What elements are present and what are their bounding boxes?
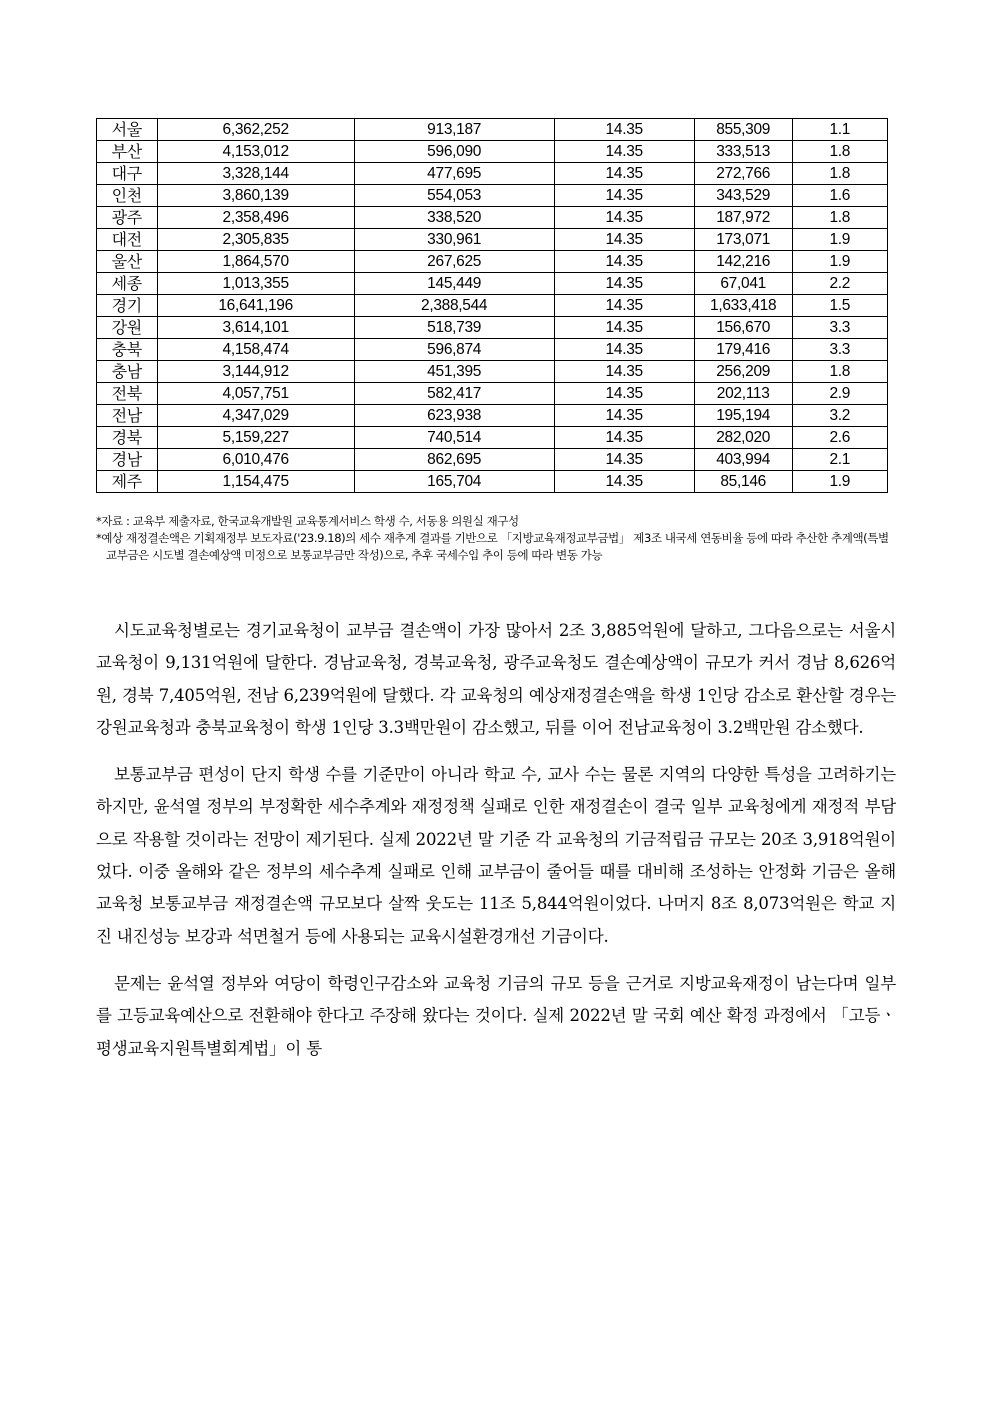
region-cell: 경북	[97, 427, 158, 449]
column-4-cell: 272,766	[694, 163, 792, 185]
column-4-cell: 282,020	[694, 427, 792, 449]
table-row	[97, 317, 888, 339]
region-cell: 전남	[97, 405, 158, 427]
column-4-cell: 403,994	[694, 449, 792, 471]
table-row	[97, 119, 888, 141]
column-3-cell: 14.35	[554, 119, 694, 141]
column-4-cell: 142,216	[694, 251, 792, 273]
student-count-cell: 4,158,474	[157, 339, 354, 361]
column-5-cell: 3.3	[792, 339, 887, 361]
table-row	[97, 141, 888, 163]
region-cell: 세종	[97, 273, 158, 295]
student-count-cell: 3,614,101	[157, 317, 354, 339]
paragraph: 시도교육청별로는 경기교육청이 교부금 결손액이 가장 많아서 2조 3,885억원에 달하고, 그다음으로는 서울시 교육청이 9,131억원에 달한다. 경남교육청, 경북교육청, 광주교육청도 결손예상액이 규모가 커서 경남 8,626억원, 경북 7,405억원, 전남 6,239억원에 달했다. 각 교육청의 예상재정결손액을 학생 1인당 감소로 환산할 경우는 강원교육청과 충북교육청이 학생 1인당 3.3백만원이 감소했고, 뒤를 이어 전남교육청이 3.2백만원 감소했다.	[96, 621, 896, 737]
column-2-cell: 2,388,544	[354, 295, 554, 317]
table-body	[97, 119, 888, 493]
column-4-cell: 195,194	[694, 405, 792, 427]
column-2-cell: 330,961	[354, 229, 554, 251]
column-5-cell: 1.8	[792, 163, 887, 185]
student-count-cell: 2,358,496	[157, 207, 354, 229]
column-3-cell: 14.35	[554, 251, 694, 273]
column-3-cell: 14.35	[554, 317, 694, 339]
source-note: *자료 : 교육부 제출자료, 한국교육개발원 교육통계서비스 학생 수, 서동용 의원실 재구성	[96, 514, 519, 528]
column-2-cell: 623,938	[354, 405, 554, 427]
column-5-cell: 1.8	[792, 207, 887, 229]
column-4-cell: 187,972	[694, 207, 792, 229]
column-5-cell: 1.6	[792, 185, 887, 207]
student-count-cell: 3,144,912	[157, 361, 354, 383]
column-5-cell: 1.9	[792, 251, 887, 273]
table-row	[97, 471, 888, 493]
column-5-cell: 1.8	[792, 141, 887, 163]
region-cell: 울산	[97, 251, 158, 273]
table-row	[97, 361, 888, 383]
column-3-cell: 14.35	[554, 471, 694, 493]
column-5-cell: 1.5	[792, 295, 887, 317]
column-2-cell: 477,695	[354, 163, 554, 185]
column-4-cell: 202,113	[694, 383, 792, 405]
student-count-cell: 6,010,476	[157, 449, 354, 471]
paragraph: 보통교부금 편성이 단지 학생 수를 기준만이 아니라 학교 수, 교사 수는 물론 지역의 다양한 특성을 고려하기는 하지만, 윤석열 정부의 부정확한 세수추계와 재정정책 실패로 인한 재정결손이 결국 일부 교육청에게 재정적 부담으로 작용할 것이라는 전망이 제기된다. 실제 2022년 말 기준 각 교육청의 기금적립금 규모는 20조 3,918억원이었다. 이중 올해와 같은 정부의 세수추계 실패로 인해 교부금이 줄어들 때를 대비해 조성하는 안정화 기금은 올해 교육청 보통교부금 재정결손액 규모보다 살짝 웃도는 11조 5,844억원이었다. 나머지 8조 8,073억원은 학교 지진 내진성능 보강과 석면철거 등에 사용되는 교육시설환경개선 기금이다.	[96, 765, 896, 946]
paragraph: 문제는 윤석열 정부와 여당이 학령인구감소와 교육청 기금의 규모 등을 근거로 지방교육재정이 남는다며 일부를 고등교육예산으로 전환해야 한다고 주장해 왔다는 것이다. 실제 2022년 말 국회 예산 확정 과정에서 「고등ㆍ평생교육지원특별회계법」이 통	[96, 973, 896, 1058]
column-3-cell: 14.35	[554, 361, 694, 383]
table-row	[97, 405, 888, 427]
column-5-cell: 2.6	[792, 427, 887, 449]
column-2-cell: 518,739	[354, 317, 554, 339]
column-3-cell: 14.35	[554, 229, 694, 251]
column-3-cell: 14.35	[554, 405, 694, 427]
column-2-cell: 145,449	[354, 273, 554, 295]
region-cell: 강원	[97, 317, 158, 339]
column-2-cell: 596,874	[354, 339, 554, 361]
column-2-cell: 165,704	[354, 471, 554, 493]
column-2-cell: 596,090	[354, 141, 554, 163]
column-3-cell: 14.35	[554, 273, 694, 295]
estimate-note: *예상 재정결손액은 기획재정부 보도자료('23.9.18)의 세수 재추계 결과를 기반으로 「지방교육재정교부금법」 제3조 내국세 연동비율 등에 따라 추산한 추계액(특별교부금은 시도별 결손예상액 미정으로 보통교부금만 작성)으로, 추후 국세수입 추이 등에 따라 변동 가능	[96, 531, 889, 562]
student-count-cell: 1,154,475	[157, 471, 354, 493]
region-cell: 경기	[97, 295, 158, 317]
region-cell: 부산	[97, 141, 158, 163]
region-cell: 인천	[97, 185, 158, 207]
column-4-cell: 173,071	[694, 229, 792, 251]
region-cell: 대구	[97, 163, 158, 185]
student-count-cell: 4,057,751	[157, 383, 354, 405]
column-2-cell: 740,514	[354, 427, 554, 449]
column-5-cell: 3.2	[792, 405, 887, 427]
column-4-cell: 343,529	[694, 185, 792, 207]
student-count-cell: 1,864,570	[157, 251, 354, 273]
student-count-cell: 3,328,144	[157, 163, 354, 185]
column-3-cell: 14.35	[554, 427, 694, 449]
table-row	[97, 295, 888, 317]
column-4-cell: 156,670	[694, 317, 792, 339]
table-row	[97, 383, 888, 405]
region-cell: 광주	[97, 207, 158, 229]
table-row	[97, 339, 888, 361]
table-row	[97, 251, 888, 273]
column-5-cell: 1.9	[792, 471, 887, 493]
column-3-cell: 14.35	[554, 141, 694, 163]
column-5-cell: 1.1	[792, 119, 887, 141]
column-3-cell: 14.35	[554, 383, 694, 405]
table-row	[97, 449, 888, 471]
column-5-cell: 1.8	[792, 361, 887, 383]
column-5-cell: 2.9	[792, 383, 887, 405]
student-count-cell: 2,305,835	[157, 229, 354, 251]
column-3-cell: 14.35	[554, 185, 694, 207]
column-2-cell: 451,395	[354, 361, 554, 383]
region-cell: 전북	[97, 383, 158, 405]
region-cell: 서울	[97, 119, 158, 141]
column-3-cell: 14.35	[554, 207, 694, 229]
table-row	[97, 207, 888, 229]
table-row	[97, 273, 888, 295]
student-count-cell: 4,153,012	[157, 141, 354, 163]
column-5-cell: 1.9	[792, 229, 887, 251]
table-row	[97, 427, 888, 449]
region-cell: 충남	[97, 361, 158, 383]
column-4-cell: 1,633,418	[694, 295, 792, 317]
education-grant-table	[96, 118, 888, 493]
column-2-cell: 554,053	[354, 185, 554, 207]
student-count-cell: 4,347,029	[157, 405, 354, 427]
student-count-cell: 16,641,196	[157, 295, 354, 317]
column-5-cell: 2.1	[792, 449, 887, 471]
column-4-cell: 333,513	[694, 141, 792, 163]
column-4-cell: 85,146	[694, 471, 792, 493]
body-text	[96, 615, 896, 1080]
region-cell: 충북	[97, 339, 158, 361]
student-count-cell: 6,362,252	[157, 119, 354, 141]
column-4-cell: 179,416	[694, 339, 792, 361]
column-3-cell: 14.35	[554, 163, 694, 185]
column-5-cell: 3.3	[792, 317, 887, 339]
column-2-cell: 267,625	[354, 251, 554, 273]
student-count-cell: 1,013,355	[157, 273, 354, 295]
column-3-cell: 14.35	[554, 295, 694, 317]
student-count-cell: 3,860,139	[157, 185, 354, 207]
student-count-cell: 5,159,227	[157, 427, 354, 449]
region-cell: 제주	[97, 471, 158, 493]
column-5-cell: 2.2	[792, 273, 887, 295]
column-2-cell: 582,417	[354, 383, 554, 405]
table-row	[97, 229, 888, 251]
table-row	[97, 163, 888, 185]
column-2-cell: 913,187	[354, 119, 554, 141]
region-cell: 경남	[97, 449, 158, 471]
table-row	[97, 185, 888, 207]
column-2-cell: 338,520	[354, 207, 554, 229]
region-cell: 대전	[97, 229, 158, 251]
column-4-cell: 855,309	[694, 119, 792, 141]
column-3-cell: 14.35	[554, 339, 694, 361]
column-4-cell: 256,209	[694, 361, 792, 383]
column-2-cell: 862,695	[354, 449, 554, 471]
table-footnotes	[96, 513, 890, 564]
column-4-cell: 67,041	[694, 273, 792, 295]
column-3-cell: 14.35	[554, 449, 694, 471]
